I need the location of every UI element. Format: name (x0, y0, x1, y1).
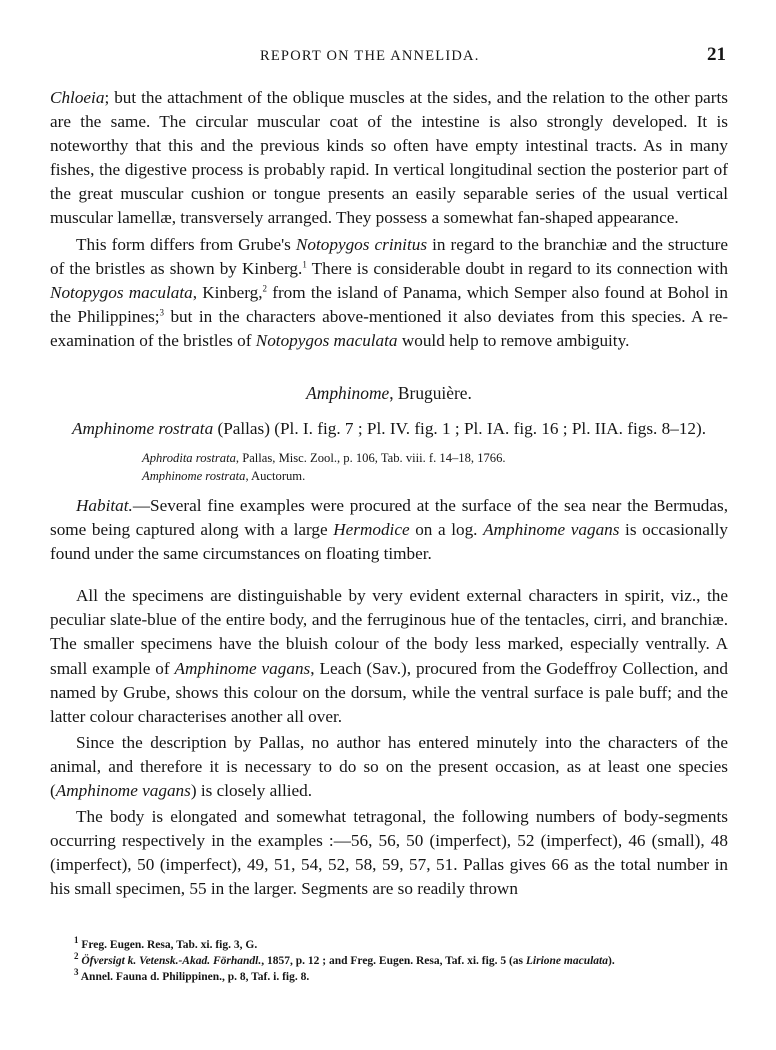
footnote-ref-3[interactable]: 3 (159, 307, 165, 318)
species-notopygos-maculata: Notopygos maculata (50, 282, 193, 302)
paragraph-notopygos-comparison (50, 233, 728, 353)
text-run: , Kinberg, (192, 282, 263, 302)
habitat-label: Habitat. (76, 495, 133, 515)
species-amphinome-vagans: Amphinome vagans (55, 780, 191, 800)
page (50, 0, 728, 1050)
body-text (50, 86, 728, 901)
footnote-text: , 1857, p. 12 ; and Freg. Eugen. Resa, Taf. xi. fig. 5 (as (261, 955, 526, 967)
genus-amphinome: Amphinome (306, 383, 390, 404)
text-run: in regard to the branchiæ and the structure of the bristles as shown by Kinberg. (50, 234, 729, 278)
genus-chloeia: Chloeia (50, 88, 105, 107)
text-run: would help to remove ambiguity. (397, 330, 630, 350)
footnote-text: Annel. Fauna d. Philippinen., p. 8, Taf. i. fig. 8. (78, 971, 310, 983)
text-run: on a log. (409, 520, 484, 540)
footnote-mark: 3 (74, 967, 79, 978)
footnote-3 (50, 969, 728, 985)
synonym-entry (142, 450, 728, 467)
paragraph-habitat (50, 494, 728, 566)
text-run: , Leach (Sav.), procured from the Godeffroy Collection, and named by Grube, shows this colour on the dorsum, while the ventral surface is pale buff; and the latter colour characterises another all over. (50, 658, 728, 726)
text-run: —Several fine examples were procured at the surface of the sea near the Bermudas, some being captured along with a large (50, 495, 728, 540)
species-notopygos-crinitus: Notopygos crinitus (295, 234, 428, 254)
synonym-name: Aphrodita rostrata (142, 451, 236, 466)
text-run: is occasionally found under the same circumstances on floating timber. (50, 520, 729, 564)
text-run: There is considerable doubt in regard to its connection with (306, 258, 728, 278)
synonym-name: Amphinome rostrata (142, 468, 246, 483)
species-heading (50, 417, 728, 441)
footnote-mark: 2 (74, 951, 79, 962)
text-run: from the island of Panama, which Semper also found at Bohol in the Philippines; (50, 282, 728, 326)
synonymy-list (50, 450, 728, 485)
section-heading-amphinome (50, 381, 728, 405)
synonym-reference: , Pallas, Misc. Zool., p. 106, Tab. viii. f. 14–18, 1766. (235, 451, 506, 466)
page-number: 21 (707, 44, 726, 65)
synonym-entry (142, 468, 728, 485)
synonym-reference: , Auctorum. (245, 468, 306, 483)
paragraph-chloeia-anatomy (50, 86, 728, 231)
footnote-text: Freg. Eugen. Resa, Tab. xi. fig. 3, G. (78, 939, 258, 951)
text-run: All the specimens are distinguishable by very evident external characters in spirit, viz., the peculiar slate-blue of the entire body, and the ferruginous hue of the tentacles, cirri, and branchiæ. The smaller specimens have the bluish colour of the body less marked, especially ventrally. A small example of (50, 586, 728, 678)
genus-authority: , Bruguière. (389, 383, 472, 404)
text-run: but in the characters above-mentioned it also deviates from this species. A re-examination of the bristles of (50, 306, 729, 350)
page-header (50, 44, 728, 66)
footnote-1 (50, 937, 728, 953)
footnote-text: ). (608, 955, 615, 967)
paragraph-text: ; but the attachment of the oblique muscles at the sides, and the relation to the other parts are the same. The circular muscular coat of the intestine is also strongly developed. It is noteworthy that this and the previous kinds so often have empty intestinal tracts. As in many fishes, the digestive process is probably rapid. In vertical longitudinal section the posterior part of the great muscular cushion or tongue presents an easily separable series of the usual vertical muscular lamellæ, transversely arranged. They possess a somewhat fan-shaped appearance. (50, 88, 728, 228)
footnote-ref-1[interactable]: 1 (302, 258, 307, 269)
footnote-journal: Öfversigt k. Vetensk.-Akad. Förhandl. (81, 955, 262, 967)
species-name: Amphinome rostrata (72, 419, 214, 439)
paragraph-description-note (50, 731, 728, 803)
species-amphinome-vagans: Amphinome vagans (483, 520, 620, 540)
paragraph-colouration (50, 584, 728, 729)
genus-hermodice: Hermodice (333, 520, 410, 540)
species-amphinome-vagans: Amphinome vagans (174, 658, 311, 678)
footnotes (50, 937, 728, 985)
text-run: ) is closely allied. (190, 780, 313, 800)
footnote-mark: 1 (74, 935, 79, 946)
species-notopygos-maculata: Notopygos maculata (255, 330, 398, 350)
plate-references: (Pallas) (Pl. I. fig. 7 ; Pl. IV. fig. 1 ; Pl. IA. fig. 16 ; Pl. IIA. figs. 8–12). (213, 419, 707, 439)
paragraph-body-segments: The body is elongated and somewhat tetragonal, the following numbers of body-segments occurring respectively in the examples :—56, 56, 50 (imperfect), 52 (imperfect), 46 (small), 48 (imperfect), 50 (imperfect), 49, 51, 54, 52, 58, 59, 57, 51. Pallas gives 66 as the total number in his small specimen, 55 in the larger. Segments are so readily thrown (50, 807, 728, 899)
species-lirione-maculata: Lirione maculata (525, 955, 608, 967)
text-run: Since the description by Pallas, no author has entered minutely into the characters of the animal, and therefore it is necessary to do so on the present occasion, as at least one species ( (50, 732, 728, 800)
running-head: REPORT ON THE ANNELIDA. (260, 48, 480, 64)
footnote-2 (50, 953, 728, 969)
footnote-ref-2[interactable]: 2 (262, 283, 268, 294)
text-run: This form differs from Grube's (76, 234, 296, 254)
